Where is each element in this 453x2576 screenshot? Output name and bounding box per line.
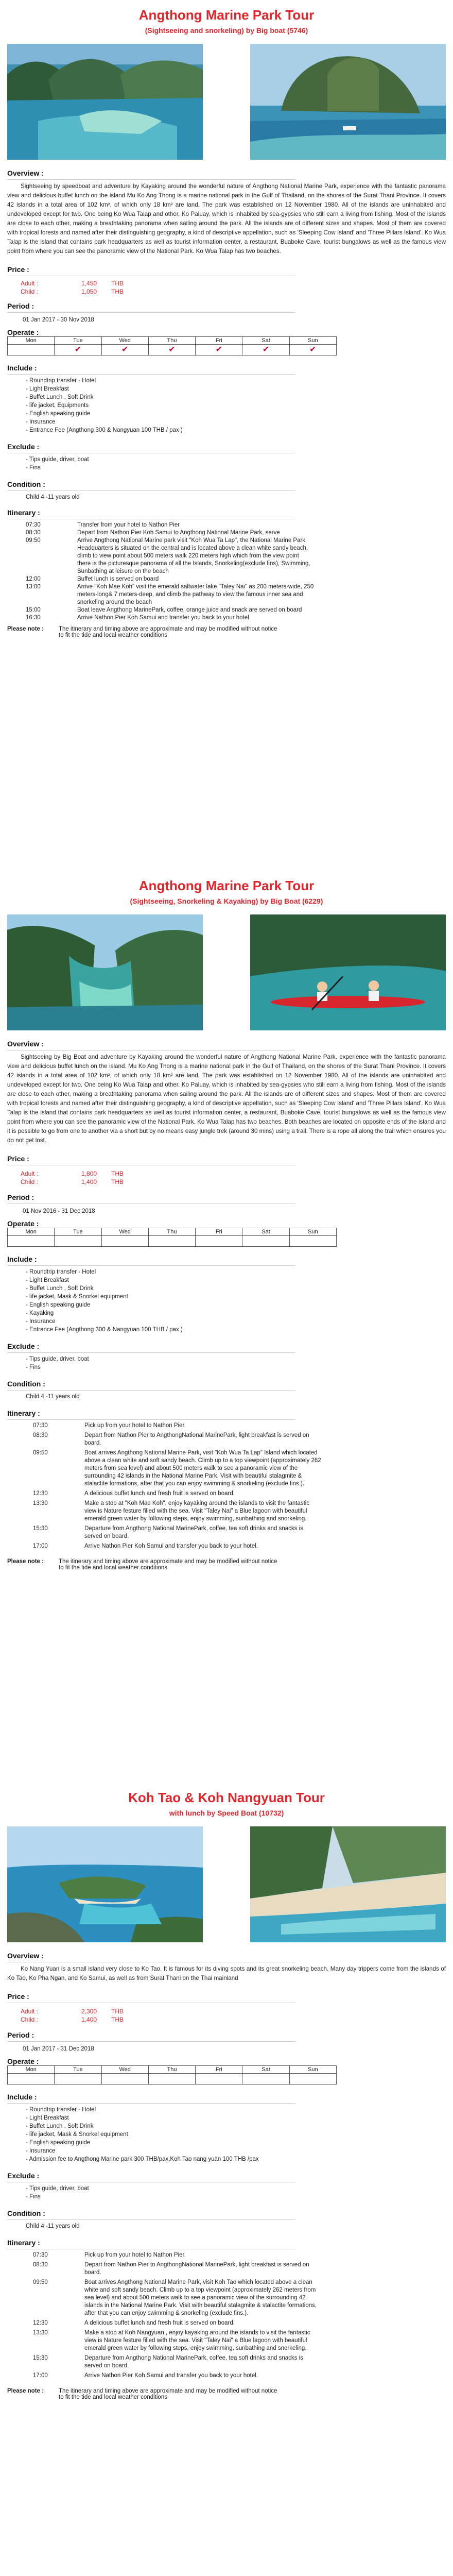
itinerary-time: 13:30 xyxy=(33,1500,48,1506)
divider xyxy=(7,1352,295,1353)
day-label: Tue xyxy=(55,1228,101,1236)
overview-heading: Overview : xyxy=(7,1952,44,1960)
day-label: Wed xyxy=(101,1228,148,1236)
tour-section xyxy=(0,1783,453,2576)
condition-heading: Condition : xyxy=(7,480,45,488)
list-item: - Fins xyxy=(26,2194,41,2200)
day-check xyxy=(55,2074,101,2084)
divider xyxy=(7,490,295,491)
price-heading: Price : xyxy=(7,1155,29,1163)
day-check xyxy=(8,345,55,355)
period-range: 01 Jan 2017 - 31 Dec 2018 xyxy=(23,2046,94,2052)
itinerary-table xyxy=(33,1422,321,1552)
itinerary-row xyxy=(33,1490,321,1500)
day-check xyxy=(289,2074,336,2084)
itinerary-time: 15:30 xyxy=(33,2355,48,2361)
day-check: ✔ xyxy=(242,345,289,355)
day-check: ✔ xyxy=(196,345,242,355)
list-item: - Roundtrip transfer - Hotel xyxy=(26,378,96,384)
list-item: - Entrance Fee (Angthong 300 & Nangyuan 100 THB / pax ) xyxy=(26,427,183,433)
itinerary-time: 08:30 xyxy=(33,2262,48,2268)
note-text: The itinerary and timing above are approximate and may be modified without notice to fit the tide and local weather conditions xyxy=(59,626,277,638)
photo-row xyxy=(7,914,446,1030)
itinerary-time: 09:50 xyxy=(33,2279,48,2285)
itinerary-text: Pick up from your hotel to Nathon Pier. xyxy=(84,2252,186,2258)
tour-subtitle: with lunch by Speed Boat (10732) xyxy=(169,1809,284,1817)
price-value: 1,050 xyxy=(81,288,97,295)
price-currency: THB xyxy=(111,288,124,295)
price-heading: Price : xyxy=(7,1992,29,2001)
tour-photo-kayakers xyxy=(250,914,446,1030)
include-heading: Include : xyxy=(7,2093,37,2101)
tour-photo-nangyuan-viewpoint xyxy=(7,1826,203,1942)
price-value: 1,400 xyxy=(81,1178,97,1185)
itinerary-time: 07:30 xyxy=(33,1422,48,1429)
price-value: 1,800 xyxy=(81,1170,97,1177)
day-label: Thu xyxy=(148,2066,195,2074)
overview-heading: Overview : xyxy=(7,169,44,177)
itinerary-row xyxy=(33,1422,321,1432)
itinerary-time: 13:00 xyxy=(26,584,41,590)
list-item: - Insurance xyxy=(26,419,56,425)
price-label: Adult : xyxy=(21,2008,39,2015)
price-row-child xyxy=(21,1178,446,1186)
itinerary-text: Departure from Angthong National MarinePark, coffee, tea soft drinks and snacks is served on board. xyxy=(84,1526,303,1539)
note-text: The itinerary and timing above are approximate and may be modified without notice to fit the tide and local weather conditions xyxy=(59,1558,277,1571)
day-check xyxy=(8,1236,55,1247)
day-label: Wed xyxy=(101,337,148,345)
price-row-child xyxy=(21,2015,446,2024)
include-list xyxy=(26,2106,446,2163)
list-item: - Tips guide, driver, boat xyxy=(26,2185,89,2192)
list-item: - Buffet Lunch , Soft Drink xyxy=(26,1285,94,1292)
itinerary-text: Make a stop at "Koh Mae Koh", enjoy kayaking around the islands to visit the fantastic view is Nature festure filled with the sea. Visit "Taley Nai" a Blue lagoon with beautiful emerald green water by following steps, enjoy swimming, sunbathing and snorkeling. xyxy=(84,1500,310,1522)
price-row-adult xyxy=(21,1170,446,1178)
itinerary-row xyxy=(26,583,314,606)
list-item: - Light Breakfast xyxy=(26,2115,69,2121)
price-label: Child : xyxy=(21,288,39,295)
operate-days-table xyxy=(7,2065,337,2084)
list-item: - life jacket, Mask & Snorkel equipment xyxy=(26,1294,128,1300)
day-check xyxy=(148,1236,195,1247)
day-check xyxy=(148,2074,195,2084)
itinerary-heading: Itinerary : xyxy=(7,2239,40,2247)
tour-photo-rock-islands xyxy=(250,44,446,160)
itinerary-row xyxy=(26,614,314,622)
note-label: Please note : xyxy=(7,2388,44,2394)
divider xyxy=(7,1265,295,1266)
list-item: - Fins xyxy=(26,465,41,471)
list-item: - life jacket, Mask & Snorkel equipment xyxy=(26,2131,128,2138)
price-label: Adult : xyxy=(21,1170,39,1177)
itinerary-heading: Itinerary : xyxy=(7,1409,40,1417)
day-check xyxy=(242,2074,289,2084)
period-range: 01 Jan 2017 - 30 Nov 2018 xyxy=(23,317,94,323)
exclude-list xyxy=(26,2184,446,2201)
itinerary-time: 17:00 xyxy=(33,1543,48,1549)
day-check xyxy=(242,1236,289,1247)
note xyxy=(7,626,446,638)
price-row-child xyxy=(21,287,446,296)
list-item: - Entrance Fee (Angthong 300 & Nangyuan 100 THB / pax ) xyxy=(26,1327,183,1333)
exclude-heading: Exclude : xyxy=(7,2172,40,2180)
itinerary-text: Depart from Nathon Pier to AngthongNational MarinePark, light breakfast is served on board. xyxy=(84,1432,309,1446)
itinerary-text: Arrive Angthong National Marine park visit "Koh Wua Ta Lap", the National Marine Park Headquarters is situated on the central and is located above a clean white sandy beach, climb to view point about 500 meters walk 220 meters high which from the view point there is the picturesque panorama of all the Islands, Snorkeling(exclude fins), Swimming, Sunbathing at leisure on the beach xyxy=(77,537,310,574)
itinerary-text: Arrive Nathon Pier Koh Samui and transfer you back to your hotel. xyxy=(84,1543,258,1549)
day-label: Sun xyxy=(289,2066,336,2074)
day-label: Fri xyxy=(196,2066,242,2074)
itinerary-heading: Itinerary : xyxy=(7,509,40,517)
list-item: - Light Breakfast xyxy=(26,386,69,392)
itinerary-time: 12:00 xyxy=(26,576,41,582)
divider xyxy=(7,1390,295,1391)
itinerary-text: Arrive Nathon Pier Koh Samui and transfer you back to your hotel xyxy=(77,615,249,621)
list-item: - Insurance xyxy=(26,1318,56,1325)
operate-heading: Operate : xyxy=(7,328,39,336)
overview-text: Ko Nang Yuan is a small island very close to Ko Tao. It is famous for its diving spots and its great snorkeling beach. Many day trippers come from the islands of Ko Tao, Ko Pha Ngan, and Ko Samui, as well as from Surat Thani on the Thai mainland xyxy=(7,1965,446,1981)
divider xyxy=(7,312,295,313)
itinerary-row xyxy=(33,2319,321,2329)
itinerary-text: Transfer from your hotel to Nathon Pier xyxy=(77,522,180,528)
itinerary-time: 09:50 xyxy=(26,537,41,544)
tour-photo-lagoon-cliffs xyxy=(7,914,203,1030)
itinerary-time: 08:30 xyxy=(26,530,41,536)
itinerary-text: A delicious buffet lunch and fresh fruit is served on board. xyxy=(84,2320,235,2326)
itinerary-time: 09:50 xyxy=(33,1450,48,1456)
day-label: Tue xyxy=(55,337,101,345)
day-label: Mon xyxy=(8,2066,55,2074)
price-label: Child : xyxy=(21,1178,39,1185)
day-check xyxy=(101,2074,148,2084)
tour-photo-island-lagoon xyxy=(7,44,203,160)
day-label: Sat xyxy=(242,2066,289,2074)
itinerary-row xyxy=(26,606,314,614)
list-item: - Buffet Lunch , Soft Drink xyxy=(26,394,94,400)
overview-heading: Overview : xyxy=(7,1040,44,1048)
list-item: - Roundtrip transfer - Hotel xyxy=(26,1269,96,1275)
day-label: Mon xyxy=(8,1228,55,1236)
itinerary-time: 13:30 xyxy=(33,2330,48,2336)
itinerary-table xyxy=(33,2251,321,2382)
itinerary-row xyxy=(33,2329,321,2354)
itinerary-text: Buffet lunch is served on board xyxy=(77,576,159,582)
itinerary-row xyxy=(33,1432,321,1449)
note-text: The itinerary and timing above are approximate and may be modified without notice to fit the tide and local weather conditions xyxy=(59,2388,277,2400)
itinerary-text: Boat leave Angthong MarinePark, coffee, orange juice and snack are served on board xyxy=(77,607,302,613)
itinerary-table xyxy=(26,521,314,622)
itinerary-text: Boat arrives Angthong National Marine Park, visit "Koh Wua Ta Lap" Island which located above a clean white and soft sandy beach. Climb up to a top viewpoint (approximately 262 meters from sea level) and about 500 meters walk to see a panoramic view of the surrounding 42 islands in the National Marine Park. Visit with beautiful stalagmite & stalactite formations, after that you can enjoy swimming & snorkeling (exclude fins.). xyxy=(84,1450,321,1487)
itinerary-row xyxy=(26,521,314,529)
divider xyxy=(7,374,295,375)
itinerary-text: Arrive "Koh Mae Koh" visit the emerald saltwater lake "Taley Nai" as 200 meters-wide, 250 meters-long& 7 meters-deep, and climb the pathway to view the famous inner sea and snorkeling around the beach xyxy=(77,584,314,605)
list-item: - English speaking guide xyxy=(26,411,91,417)
divider xyxy=(7,179,295,180)
include-list xyxy=(26,1268,446,1334)
itinerary-row xyxy=(33,1449,321,1490)
itinerary-row xyxy=(33,2251,321,2261)
day-check xyxy=(289,1236,336,1247)
itinerary-text: Depart from Nathon Pier to AngthongNational MarinePark, light breakfast is served on board. xyxy=(84,2262,309,2276)
day-check: ✔ xyxy=(289,345,336,355)
day-label: Sun xyxy=(289,337,336,345)
note-label: Please note : xyxy=(7,626,44,632)
exclude-heading: Exclude : xyxy=(7,443,40,451)
operate-heading: Operate : xyxy=(7,1219,39,1228)
list-item: - English speaking guide xyxy=(26,2140,91,2146)
list-item: - Fins xyxy=(26,1364,41,1370)
price-currency: THB xyxy=(111,2008,124,2015)
tour-title: Angthong Marine Park Tour xyxy=(138,878,315,893)
itinerary-time: 17:00 xyxy=(33,2372,48,2379)
list-item: - life jacket, Equipments xyxy=(26,402,89,409)
itinerary-row xyxy=(33,2261,321,2279)
price-currency: THB xyxy=(111,1170,124,1177)
tour-section xyxy=(0,0,453,871)
day-check xyxy=(55,1236,101,1247)
itinerary-row xyxy=(26,529,314,537)
operate-days-table xyxy=(7,336,337,355)
itinerary-row xyxy=(33,2372,321,2382)
day-label: Wed xyxy=(101,2066,148,2074)
list-item: - Light Breakfast xyxy=(26,1277,69,1283)
condition-heading: Condition : xyxy=(7,1380,45,1388)
itinerary-time: 15:00 xyxy=(26,607,41,613)
itinerary-row xyxy=(33,1543,321,1552)
itinerary-text: Departure from Angthong National MarinePark, coffee, tea soft drinks and snacks is served on board. xyxy=(84,2355,303,2369)
tour-photo-beach-cove xyxy=(250,1826,446,1942)
period-heading: Period : xyxy=(7,1193,34,1201)
tour-title: Koh Tao & Koh Nangyuan Tour xyxy=(128,1790,325,1805)
price-row-adult xyxy=(21,2007,446,2015)
day-label: Sun xyxy=(289,1228,336,1236)
day-check: ✔ xyxy=(55,345,101,355)
note xyxy=(7,2388,446,2400)
divider xyxy=(7,2041,295,2042)
day-label: Sat xyxy=(242,1228,289,1236)
day-check: ✔ xyxy=(101,345,148,355)
condition-text: Child 4 -11 years old xyxy=(26,1394,80,1400)
include-list xyxy=(26,377,446,434)
price-label: Adult : xyxy=(21,280,39,287)
day-check xyxy=(196,2074,242,2084)
divider xyxy=(7,2103,295,2104)
itinerary-text: Arrive Nathon Pier Koh Samui and transfer you back to your hotel. xyxy=(84,2372,258,2379)
photo-row xyxy=(7,44,446,160)
list-item: - English speaking guide xyxy=(26,1302,91,1308)
itinerary-time: 08:30 xyxy=(33,1432,48,1438)
overview-text: Sightseeing by speedboat and adventure by Kayaking around the wonderful nature of Angthong National Marine Park, experience with the fantastic panorama view and delicious buffet lunch on the island Mu Ko Ang Thong is a marine national park in the Gulf of Thailand, on the shores of the Surat Thani Province. It covers 42 islands in a total area of 102 km², of which only 18 km² are land. The park was established on 12 November 1980. All of the islands are uninhabited and undeveloped except for two. One being Ko Wua Talap and other, Ko Paluay, which is inhabited by sea-gypsies who still earn a living from fishing. Most of the islands are close to each other, making a breathtaking panorama when sailing around the park. All the islands are of different sizes and shapes. Most of them are covered with tropical forests and named after their distinguishing geography, a kind of descriptive appellation, such as 'Sleeping Cow Island' and 'Three Pillars Island'. Ko Wua Talap is the island that contains park headquarters as well as tourist information center, a restaurant, Buaboke Cave, tourist bungalows as well as the famous view point from where you can see the panoramic view of the National Park. Ko Wua Talap has two beaches. xyxy=(7,183,446,255)
price-value: 1,400 xyxy=(81,2016,97,2023)
price-currency: THB xyxy=(111,280,124,287)
itinerary-text: A delicious buffet lunch and fresh fruit is served on board. xyxy=(84,1490,235,1497)
itinerary-text: Pick up from your hotel to Nathon Pier. xyxy=(84,1422,186,1429)
day-check xyxy=(196,1236,242,1247)
price-value: 1,450 xyxy=(81,280,97,287)
list-item: - Roundtrip transfer - Hotel xyxy=(26,2107,96,2113)
overview-text: Sightseeing by Big Boat and adventure by Kayaking around the wonderful nature of Angthong National Marine Park, experience with the fantastic panorama view and delicious buffet lunch on the island. Mu Ko Ang Thong is a marine national park in the Gulf of Thailand, on the shores of the Surat Thani Province. It covers 42 islands in a total area of 102 km², of which only 18 km² are land. The park was established on 12 November 1980. All of the islands are uninhabited and undeveloped except for two. One being Ko Wua Talap and other, Ko Paluay, which is inhabited by sea-gypsies who still earn a living from fishing. Most of the islands are close to each other, making a breathtaking panorama when sailing around the park. All the islands are of different sizes and shapes. Most of them are covered with tropical forests and named after their distinguishing geography, a kind of descriptive appellation, such as 'Sleeping Cow Island' and 'Three Pillars Island'. Ko Wua Talap is the island that contains park headquarters as well as tourist information center, a restaurant, Buaboke Cave, tourist bungalows as well as the famous view point from where you can see the panoramic view of the National Park. Ko Wua Talap has two beaches. Both beaches are located on opposite ends of the island and it is possible to go from one to another via a short but by no means easy jungle trek (around 30 mins) using a trail. There is a rope all along the trail which ensures you do not get lost. xyxy=(7,1054,446,1144)
include-heading: Include : xyxy=(7,1255,37,1263)
itinerary-row xyxy=(26,537,314,575)
note xyxy=(7,1558,446,1571)
day-check: ✔ xyxy=(148,345,195,355)
exclude-list xyxy=(26,1355,446,1371)
day-label: Fri xyxy=(196,1228,242,1236)
list-item: - Tips guide, driver, boat xyxy=(26,1356,89,1362)
day-label: Tue xyxy=(55,2066,101,2074)
day-label: Sat xyxy=(242,337,289,345)
day-label: Mon xyxy=(8,337,55,345)
list-item: - Buffet Lunch , Soft Drink xyxy=(26,2123,94,2129)
operate-days-table xyxy=(7,1228,337,1247)
list-item: - Insurance xyxy=(26,2148,56,2154)
include-heading: Include : xyxy=(7,364,37,372)
day-label: Fri xyxy=(196,337,242,345)
day-check xyxy=(101,1236,148,1247)
divider xyxy=(7,2219,295,2220)
list-item: - Kayaking xyxy=(26,1310,54,1316)
itinerary-row xyxy=(33,2279,321,2319)
day-label: Thu xyxy=(148,1228,195,1236)
itinerary-time: 07:30 xyxy=(33,2252,48,2258)
itinerary-text: Depart from Nathon Pier Koh Samui to Angthong National Marine Park, serve xyxy=(77,530,280,536)
itinerary-row xyxy=(26,575,314,583)
condition-heading: Condition : xyxy=(7,2209,45,2217)
itinerary-text: Boat arrives Angthong National Marine Park, visit Koh Tao which located above a clean white and soft sandy beach. Climb up to a top viewpoint (approximately 262 meters from sea level) and about 500 meters walk to see a panoramic view of the surrounding 42 islands in the National Marine Park. Visit with beautiful stalagmite & stalactite formations, after that you can enjoy swimming & snorkeling (exclude fins.). xyxy=(84,2279,317,2316)
operate-heading: Operate : xyxy=(7,2057,39,2065)
list-item: - Tips guide, driver, boat xyxy=(26,456,89,463)
tour-subtitle: (Sightseeing, Snorkeling & Kayaking) by Big Boat (6229) xyxy=(130,897,323,905)
tour-title: Angthong Marine Park Tour xyxy=(138,7,315,23)
itinerary-row xyxy=(33,1500,321,1525)
price-label: Child : xyxy=(21,2016,39,2023)
day-check xyxy=(8,2074,55,2084)
divider xyxy=(7,1419,295,1420)
period-heading: Period : xyxy=(7,302,34,310)
list-item: - Admission fee to Angthong Marine park 300 THB/pax,Koh Tao nang yuan 100 THB /pax xyxy=(26,2156,259,2162)
exclude-heading: Exclude : xyxy=(7,1342,40,1350)
price-row-adult xyxy=(21,279,446,287)
period-heading: Period : xyxy=(7,2031,34,2039)
itinerary-time: 16:30 xyxy=(26,615,41,621)
itinerary-row xyxy=(33,1525,321,1543)
itinerary-time: 07:30 xyxy=(26,522,41,528)
tour-section xyxy=(0,871,453,1783)
note-label: Please note : xyxy=(7,1558,44,1565)
price-heading: Price : xyxy=(7,265,29,274)
itinerary-time: 12:30 xyxy=(33,2320,48,2326)
condition-text: Child 4 -11 years old xyxy=(26,2223,80,2229)
photo-row xyxy=(7,1826,446,1942)
price-currency: THB xyxy=(111,1178,124,1185)
itinerary-time: 15:30 xyxy=(33,1526,48,1532)
itinerary-time: 12:30 xyxy=(33,1490,48,1497)
day-label: Thu xyxy=(148,337,195,345)
price-value: 2,300 xyxy=(81,2008,97,2015)
price-currency: THB xyxy=(111,2016,124,2023)
itinerary-row xyxy=(33,2354,321,2372)
exclude-list xyxy=(26,455,446,472)
tour-subtitle: (Sightseeing and snorkeling) by Big boat (5746) xyxy=(145,26,308,35)
condition-text: Child 4 -11 years old xyxy=(26,494,80,500)
itinerary-text: Make a stop at Koh Nangyuan , enjoy kayaking around the islands to visit the fantastic view is Nature festure filled with the sea. Visit "Taley Nai" a Blue lagoon with beautiful emerald green water by following steps, enjoy swimming, sunbathing and snorkeling. xyxy=(84,2330,310,2351)
period-range: 01 Nov 2016 - 31 Dec 2018 xyxy=(23,1208,95,1214)
